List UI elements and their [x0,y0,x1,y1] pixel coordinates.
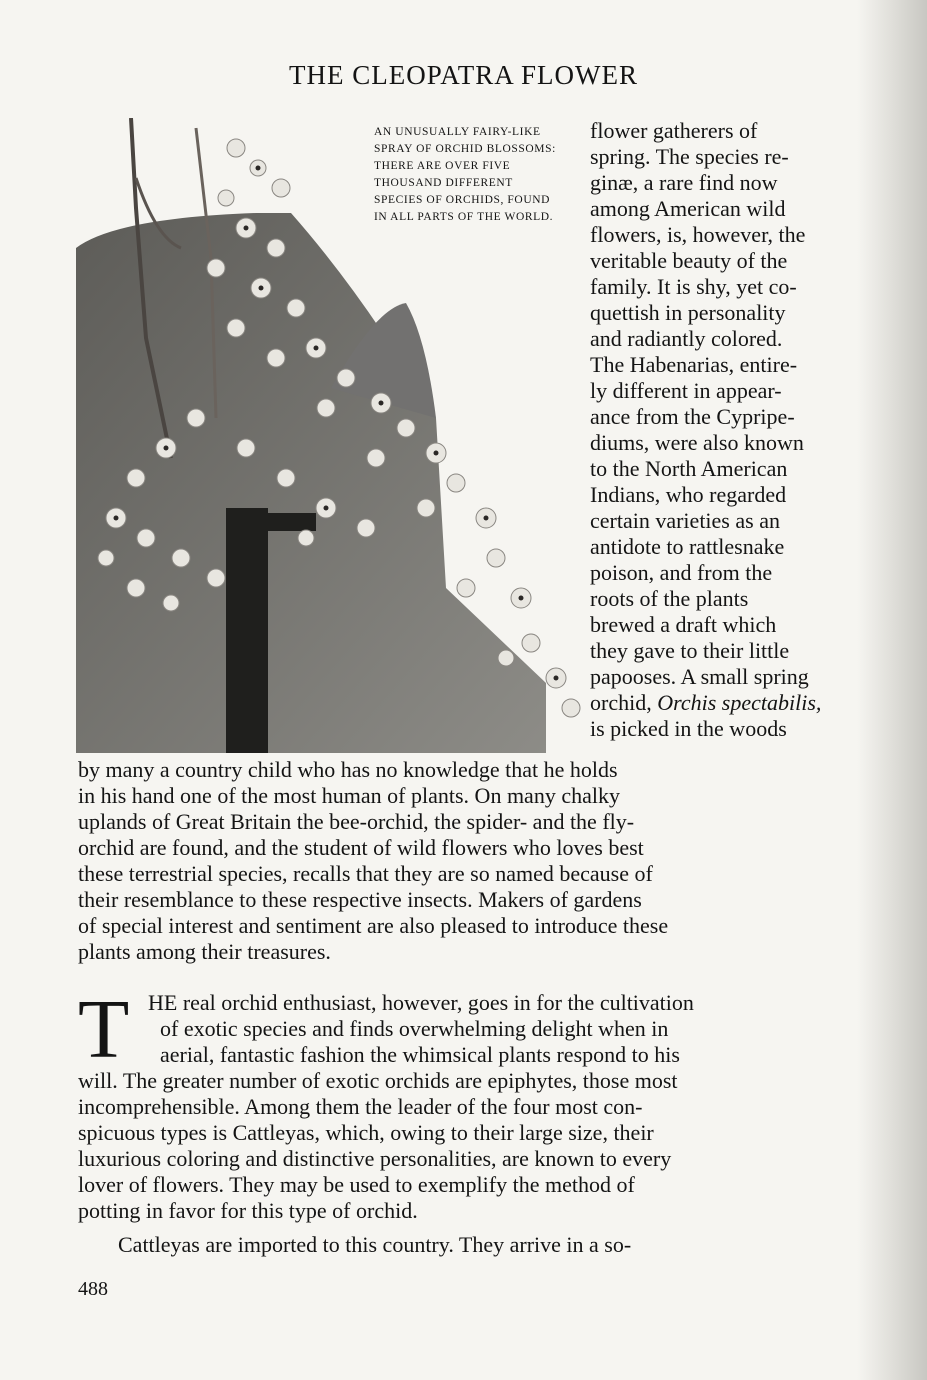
page-number: 488 [78,1278,108,1300]
text-line: is picked in the woods [590,716,787,741]
text-line: their resemblance to these respective insects. Makers of gardens [78,887,642,912]
text-line: these terrestrial species, recalls that they are so named because of [78,861,653,886]
text-line [590,690,870,716]
text-line: The Habenarias, entire- [590,352,798,377]
text-line: veritable beauty of the [590,248,788,273]
text-line: ance from the Cypripe- [590,404,795,429]
text-line: of exotic species and finds overwhelming delight when in [160,1016,669,1041]
species-name: Orchis spectabilis, [657,690,822,715]
text-line: antidote to rattlesnake [590,534,785,559]
text-line: flowers, is, however, the [590,222,806,247]
text-line: potting in favor for this type of orchid. [78,1198,418,1223]
paragraph-1 [78,757,873,965]
drop-cap: T [78,983,130,1076]
text-line: Indians, who regarded [590,482,787,507]
text-line: flower gatherers of [590,118,758,143]
photo-caption: AN UNUSUALLY FAIRY-LIKE SPRAY OF ORCHID BLOSSOMS: THERE ARE OVER FIVE THOUSAND DIFFERENT SPECIES OF ORCHIDS, FOUND IN ALL PARTS OF THE WORLD. [374,126,556,223]
text-line: orchid are found, and the student of wild flowers who loves best [78,835,644,860]
text-line: of special interest and sentiment are also pleased to introduce these [78,913,669,938]
text-line: and radiantly colored. [590,326,783,351]
text-line: in his hand one of the most human of plants. On many chalky [78,783,620,808]
text-segment: orchid, [590,690,658,715]
column-text [590,118,870,742]
paragraph-2 [78,1068,873,1224]
text-line: by many a country child who has no knowledge that he holds [78,757,618,782]
text-line: lover of flowers. They may be used to exemplify the method of [78,1172,635,1197]
text-line: among American wild [590,196,786,221]
paragraph-2-indent [148,990,873,1068]
text-line: they gave to their little [590,638,790,663]
text-line: papooses. A small spring [590,664,809,689]
text-line: spicuous types is Cattleyas, which, owing to their large size, their [78,1120,654,1145]
text-line: HE real orchid enthusiast, however, goes in for the cultivation [148,990,694,1015]
text-line: aerial, fantastic fashion the whimsical plants respond to his [160,1042,680,1067]
text-line: to the North American [590,456,788,481]
text-line: ginæ, a rare find now [590,170,778,195]
text-line: ly different in appear- [590,378,782,403]
text-line: diums, were also known [590,430,804,455]
text-line: will. The greater number of exotic orchids are epiphytes, those most [78,1068,678,1093]
text-line: certain varieties as an [590,508,780,533]
text-line: quettish in personality [590,300,786,325]
page-title: THE CLEOPATRA FLOWER [288,60,639,90]
paragraph-3: Cattleyas are imported to this country. They arrive in a so- [118,1232,632,1257]
text-line: uplands of Great Britain the bee-orchid, the spider- and the fly- [78,809,635,834]
text-line: luxurious coloring and distinctive personalities, are known to every [78,1146,672,1171]
text-line: brewed a draft which [590,612,777,637]
text-line: poison, and from the [590,560,773,585]
text-line: plants among their treasures. [78,939,331,964]
text-line: roots of the plants [590,586,749,611]
text-line: family. It is shy, yet co- [590,274,797,299]
text-line: spring. The species re- [590,144,789,169]
text-line: incomprehensible. Among them the leader of the four most con- [78,1094,643,1119]
